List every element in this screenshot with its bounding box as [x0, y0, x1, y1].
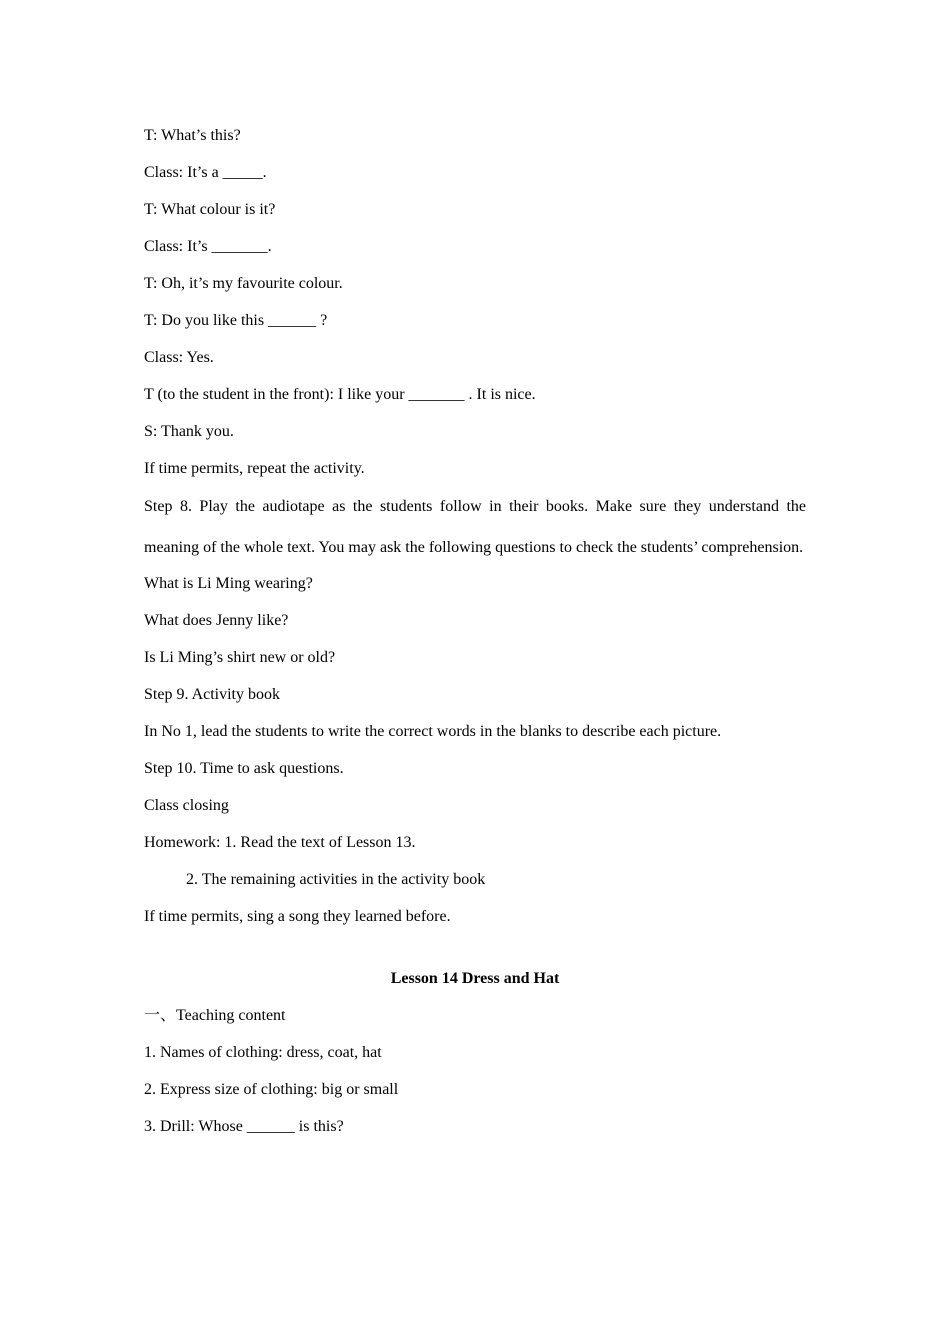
content-item: 1. Names of clothing: dress, coat, hat [144, 1044, 382, 1061]
dialogue-line: T: What’s this? [144, 127, 241, 144]
comprehension-question: What is Li Ming wearing? [144, 575, 313, 592]
content-item: 2. Express size of clothing: big or small [144, 1081, 399, 1098]
content-item: 3. Drill: Whose ______ is this? [144, 1118, 344, 1135]
step-10-heading: Step 10. Time to ask questions. [144, 760, 344, 777]
time-permits-line: If time permits, sing a song they learned before. [144, 908, 451, 925]
dialogue-line: T: Oh, it’s my favourite colour. [144, 275, 343, 292]
homework-item-2: 2. The remaining activities in the activity book [186, 871, 486, 888]
dialogue-line: Class: It’s _______. [144, 238, 272, 255]
dialogue-line: T (to the student in the front): I like your _______ . It is nice. [144, 386, 536, 403]
lesson-title: Lesson 14 Dress and Hat [390, 970, 560, 987]
homework-item-1: Homework: 1. Read the text of Lesson 13. [144, 834, 416, 851]
comprehension-question: Is Li Ming’s shirt new or old? [144, 649, 336, 666]
step-9-detail: In No 1, lead the students to write the correct words in the blanks to describe each picture. [144, 723, 722, 740]
section-gap [144, 943, 806, 968]
instruction-line: If time permits, repeat the activity. [144, 460, 365, 477]
step-8-paragraph: Step 8. Play the audiotape as the students follow in their books. Make sure they understand the meaning of the whole text. You may ask the following questions to check the students’ comprehension. [144, 498, 806, 556]
dialogue-line: T: What colour is it? [144, 201, 276, 218]
teaching-content-heading: 一、Teaching content [144, 1007, 286, 1024]
dialogue-line: Class: It’s a _____. [144, 164, 267, 181]
dialogue-line: S: Thank you. [144, 423, 234, 440]
comprehension-question: What does Jenny like? [144, 612, 289, 629]
document-body [144, 125, 806, 1153]
class-closing: Class closing [144, 797, 229, 814]
step-9-heading: Step 9. Activity book [144, 686, 280, 703]
dialogue-line: T: Do you like this ______ ? [144, 312, 328, 329]
dialogue-line: Class: Yes. [144, 349, 214, 366]
